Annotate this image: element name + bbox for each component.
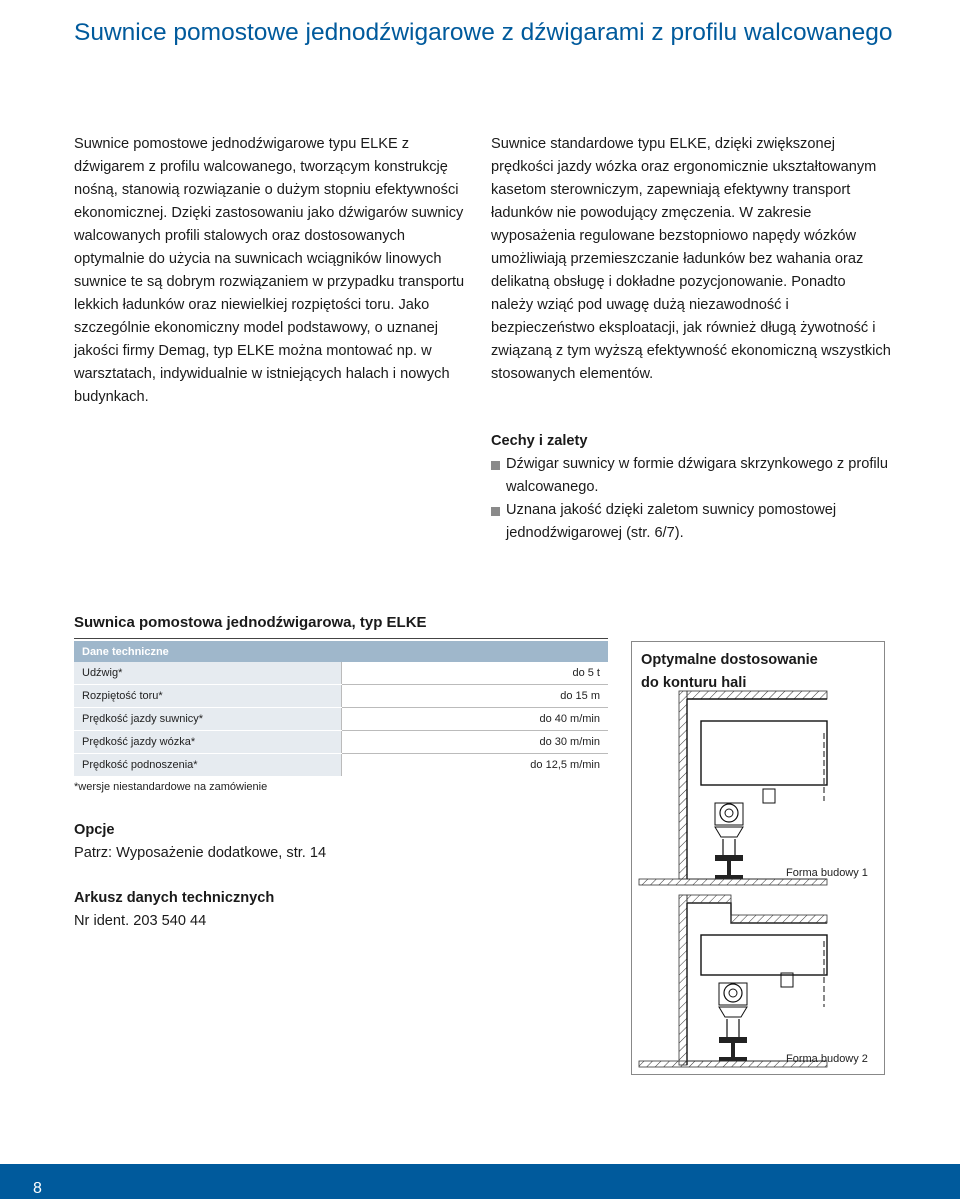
spec-label: Udźwig* [74, 662, 342, 685]
page-number: 8 [33, 1180, 42, 1197]
table-row [74, 662, 608, 685]
intro-left-paragraph: Suwnice pomostowe jednodźwigarowe typu ELKE z dźwigarem z profilu walcowanego, tworzącym konstrukcję nośną, stanowią rozwiązanie o dużym stopniu efektywności ekonomicznej. Dzięki zastosowaniu jako dźwigarów suwnicy walcowanych profili stalowych oraz dostosowanych optymalnie do użycia na suwnicach wciągników linowych suwnice te są dobrym rozwiązaniem w przypadku transportu lekkich ładunków oraz niewielkiej rozpiętości toru. Jako szczególnie ekonomiczny model podstawowy, o uznanej jakości firmy Demag, typ ELKE można montować np. w warsztatach, indywidualnie w istniejących halach i nowych budynkach. [74, 136, 465, 405]
spec-value: do 30 m/min [342, 731, 609, 754]
hall-contour-diagram [631, 641, 885, 1075]
feature-text: Dźwigar suwnicy w formie dźwigara skrzynkowego z profilu walcowanego. [506, 456, 888, 495]
square-bullet-icon [491, 461, 500, 470]
feature-text: Uznana jakość dzięki zaletom suwnicy pomostowej jednodźwigarowej (str. 6/7). [506, 502, 837, 541]
options-text: Patrz: Wyposażenie dodatkowe, str. 14 [74, 845, 327, 861]
forma-2-label: Forma budowy 2 [786, 1053, 868, 1065]
feature-item [491, 453, 891, 499]
table-row [74, 731, 608, 754]
spec-value: do 40 m/min [342, 708, 609, 731]
square-bullet-icon [491, 507, 500, 516]
forma-2-drawing [639, 895, 827, 1067]
feature-item [491, 499, 891, 545]
table-row [74, 754, 608, 777]
spec-value: do 15 m [342, 685, 609, 708]
spec-label: Rozpiętość toru* [74, 685, 342, 708]
options-heading: Opcje [74, 822, 115, 838]
footer-bar [0, 1164, 960, 1199]
spec-footnote: *wersje niestandardowe na zamówienie [74, 781, 268, 793]
forma-1-drawing [639, 691, 827, 885]
diagram-title [641, 649, 818, 695]
table-row [74, 708, 608, 731]
forma-1-label: Forma budowy 1 [786, 867, 868, 879]
spec-label: Prędkość podnoszenia* [74, 754, 342, 777]
datasheet-heading: Arkusz danych technicznych [74, 890, 275, 906]
diagram-title-line: do konturu hali [641, 675, 747, 691]
spec-value: do 12,5 m/min [342, 754, 609, 777]
spec-table [74, 641, 608, 777]
spec-table-header: Dane techniczne [74, 641, 608, 662]
table-row [74, 685, 608, 708]
spec-section-title: Suwnica pomostowa jednodźwigarowa, typ ELKE [74, 613, 608, 639]
page-title: Suwnice pomostowe jednodźwigarowe z dźwigarami z profilu walcowanego [74, 19, 893, 47]
datasheet-text: Nr ident. 203 540 44 [74, 913, 207, 929]
spec-label: Prędkość jazdy suwnicy* [74, 708, 342, 731]
intro-right-paragraph: Suwnice standardowe typu ELKE, dzięki zwiększonej prędkości jazdy wózka oraz ergonomicznie ukształtowanym kasetom sterowniczym, zapewniają efektywny transport ładunków nie powodujący zmęczenia. W zakresie wyposażenia regulowane bezstopniowo napędy wózków umożliwiają przemieszczanie ładunków bez wahania oraz delikatną obsługę i dokładne pozycjonowanie. Ponadto należy wziąć pod uwagę dużą niezawodność i bezpieczeństwo eksploatacji, jak również długą żywotność i związaną z tym wyższą efektywność ekonomiczną wszystkich stosowanych elementów. [491, 136, 891, 382]
features-heading: Cechy i zalety [491, 433, 588, 449]
diagram-title-line: Optymalne dostosowanie [641, 652, 818, 668]
spec-value: do 5 t [342, 662, 609, 685]
features-list [491, 453, 891, 545]
spec-label: Prędkość jazdy wózka* [74, 731, 342, 754]
